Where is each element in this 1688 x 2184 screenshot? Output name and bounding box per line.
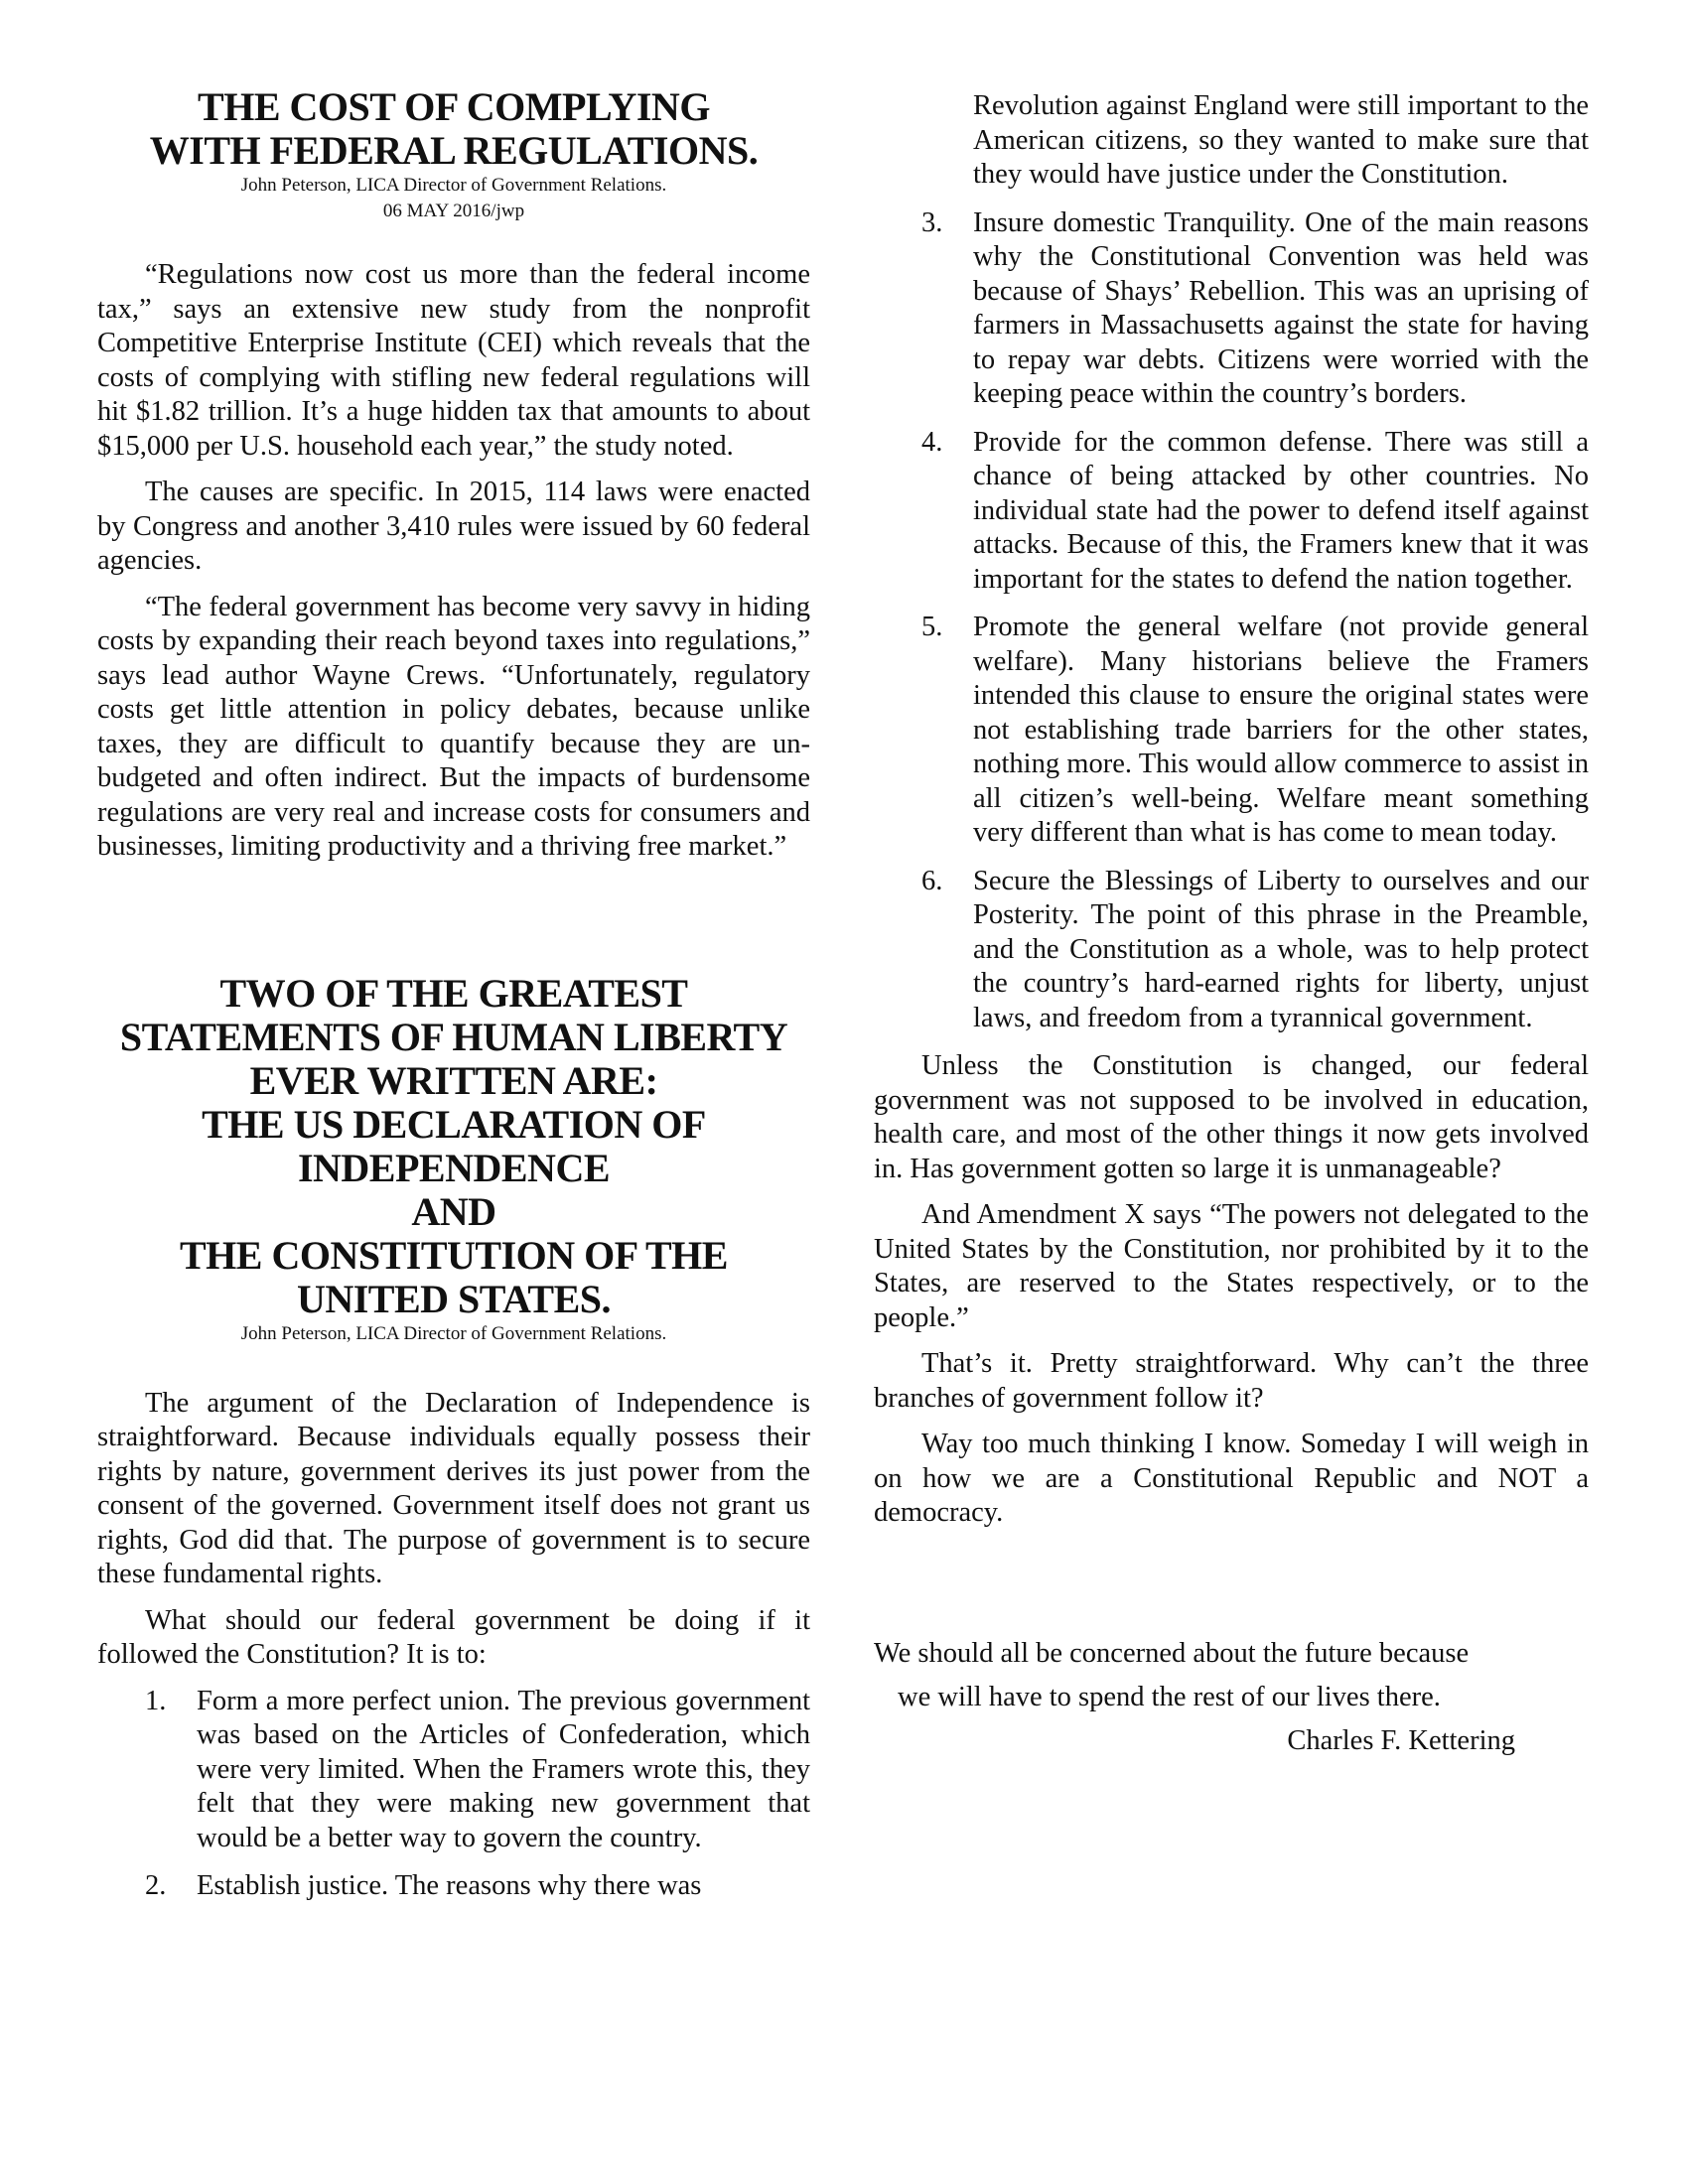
closing-quote (874, 1632, 1589, 1763)
list-number: 3. (921, 206, 943, 238)
list-text: Form a more perfect union. The previous government was based on the Articles of Confederation, which were very limited. When the Framers wrote this, they felt that they were making new government that would be a better way to govern the country. (197, 1685, 810, 1853)
list-number: 4. (921, 426, 943, 458)
numbered-list (97, 1685, 810, 1904)
list-item (874, 426, 1589, 598)
list-number: 1. (145, 1685, 167, 1716)
title-line: THE COST OF COMPLYING (198, 84, 710, 129)
list-item (874, 865, 1589, 1036)
list-text: Secure the Blessings of Liberty to ourselves and our Posterity. The point of this phrase in the Preamble, and the Constitution as a whole, was to help protect the country’s hard-earned rights for liberty, unjust laws, and freedom from a tyrannical government. (973, 865, 1589, 1033)
list-item-continuation: Revolution against England were still important to the American citizens, so they wanted to make sure that they would have justice under the Constitution. (973, 90, 1589, 190)
quote-line: we will have to spend the rest of our lives there. (898, 1681, 1441, 1712)
article-byline: John Peterson, LICA Director of Government Relations. (240, 175, 667, 196)
title-line: TWO OF THE GREATEST (219, 970, 688, 1016)
list-item (874, 611, 1589, 851)
right-column (874, 89, 1589, 1763)
paragraph: The argument of the Declaration of Independence is straightforward. Because individuals equally possess their rights by nature, government derives its just power from the consent of the governed. Government itself does not grant us rights, God did that. The purpose of government is to secure these fundamental rights. (97, 1387, 810, 1589)
quote-line: We should all be concerned about the future because (874, 1637, 1470, 1669)
list-item (97, 1869, 810, 1904)
article-title (97, 972, 810, 1321)
numbered-list (874, 206, 1589, 1036)
article-liberty (97, 972, 810, 1904)
list-number: 6. (921, 865, 943, 896)
quote-author: Charles F. Kettering (1287, 1724, 1515, 1756)
article-date: 06 MAY 2016/jwp (382, 201, 525, 221)
list-text: Establish justice. The reasons why there was (197, 1870, 702, 1901)
paragraph: Unless the Constitution is changed, our federal government was not supposed to be involved in education, health care, and most of the other things it now gets involved in. Has government gotten so large it is unmanageable? (874, 1050, 1589, 1184)
article-regulations (97, 85, 810, 865)
list-text: Provide for the common defense. There was still a chance of being attacked by other countries. No individual state had the power to defend itself against attacks. Because of this, the Framers knew that it was important for the states to defend the nation together. (973, 426, 1589, 595)
paragraph: What should our federal government be doing if it followed the Constitution? It is to: (97, 1604, 810, 1670)
title-line: THE US DECLARATION OF (202, 1101, 706, 1147)
list-item (874, 206, 1589, 412)
list-item (97, 1685, 810, 1856)
title-line: INDEPENDENCE (297, 1145, 611, 1190)
paragraph: “The federal government has become very savvy in hiding costs by expanding their reach beyond taxes into regulations,” says lead author Wayne Crews. “Unfortunately, regulatory costs get little attention in policy debates, because unlike taxes, they are difficult to quantify because they are un-budgeted and often indirect. But the impacts of burdensome regulations are very real and increase costs for consumers and businesses, limiting productivity and a thriving free market.” (97, 591, 810, 862)
article-byline: John Peterson, LICA Director of Government Relations. (240, 1322, 667, 1344)
left-column (97, 85, 810, 1918)
title-line: UNITED STATES. (296, 1276, 612, 1321)
article-title (97, 85, 810, 173)
paragraph: Way too much thinking I know. Someday I will weigh in on how we are a Constitutional Republic and NOT a democracy. (874, 1429, 1589, 1528)
title-line: STATEMENTS OF HUMAN LIBERTY (119, 1014, 788, 1059)
paragraph: The causes are specific. In 2015, 114 laws were enacted by Congress and another 3,410 rules were issued by 60 federal agencies. (97, 477, 810, 576)
title-line: WITH FEDERAL REGULATIONS. (149, 128, 759, 173)
list-text: Promote the general welfare (not provide general welfare). Many historians believe the Framers intended this clause to ensure the original states were not establishing trade barriers for the other states, nothing more. This would allow commerce to assist in all citizen’s well-being. Welfare meant something very different than what is has come to mean today. (973, 612, 1589, 848)
paragraph: That’s it. Pretty straightforward. Why can’t the three branches of government follow it? (874, 1348, 1589, 1414)
title-line: THE CONSTITUTION OF THE (180, 1232, 728, 1278)
paragraph: And Amendment X says “The powers not delegated to the United States by the Constitution, nor prohibited by it to the States, are reserved to the States respectively, or to the people.” (874, 1199, 1589, 1333)
list-number: 2. (145, 1870, 167, 1901)
title-line: EVER WRITTEN ARE: (249, 1057, 658, 1103)
list-text: Insure domestic Tranquility. One of the main reasons why the Constitutional Convention was held was because of Shays’ Rebellion. This was an uprising of farmers in Massachusetts against the state for having to repay war debts. Citizens were worried with the keeping peace within the country’s borders. (973, 206, 1589, 409)
list-number: 5. (921, 612, 943, 642)
paragraph: “Regulations now cost us more than the federal income tax,” says an extensive new study from the nonprofit Competitive Enterprise Institute (CEI) which reveals that the costs of complying with stifling new federal regulations will hit $1.82 trillion. It’s a huge hidden tax that amounts to about $15,000 per U.S. household each year,” the study noted. (97, 259, 810, 462)
title-line: AND (411, 1188, 496, 1234)
